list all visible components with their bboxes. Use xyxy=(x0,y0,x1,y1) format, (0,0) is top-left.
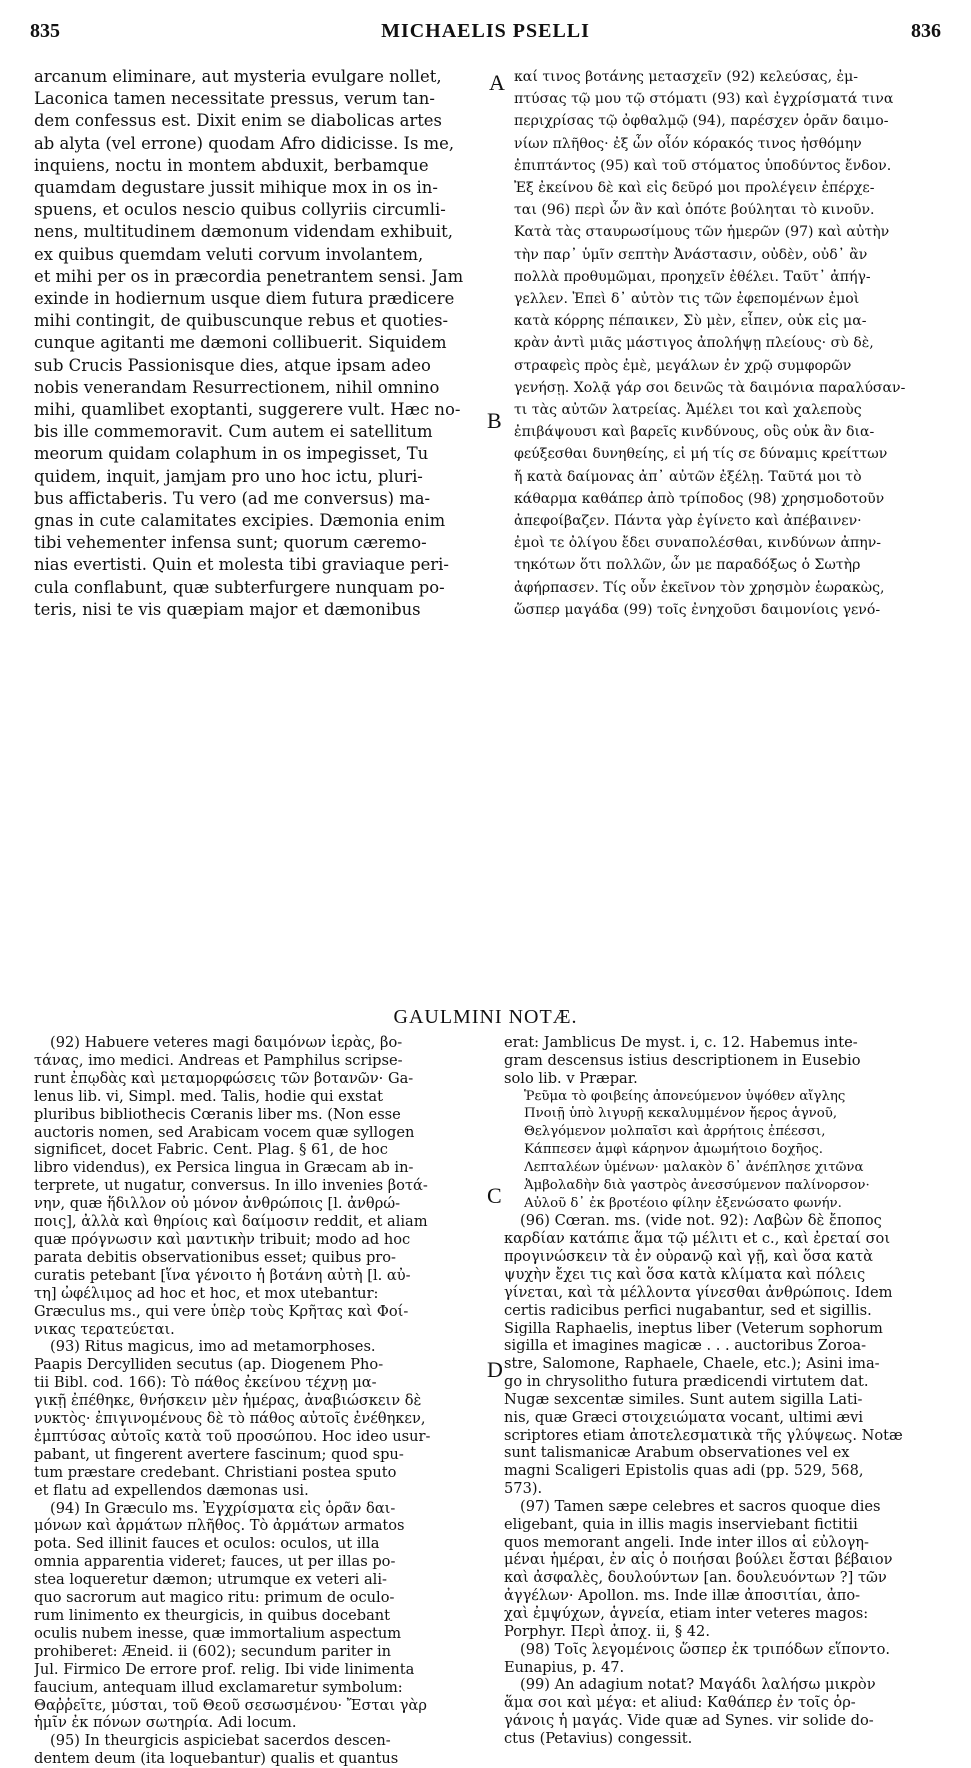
text-line: stea loqueretur dæmon; utrumque ex veteri ali- xyxy=(34,1571,387,1589)
text-line: Πνοιῇ ὑπὸ λιγυρῇ κεκαλυμμένον ἤερος ἁγνοῦ, xyxy=(524,1106,838,1122)
text-line: pluribus bibliothecis Cœranis liber ms. (Non esse xyxy=(34,1105,401,1123)
text-line: nias evertisti. Quin et molesta tibi graviaque peri- xyxy=(34,555,449,575)
text-line: quidem, inquit, jamjam pro uno hoc ictu, pluri- xyxy=(34,466,423,486)
margin-letter-b: B xyxy=(487,408,502,433)
text-line: auctoris nomen, sed Arabicam vocem quæ syllogen xyxy=(34,1123,415,1141)
page-number-left: 835 xyxy=(30,20,60,42)
text-line: bis ille commemoravit. Cum autem ei satellitum xyxy=(34,422,433,442)
text-line: ται (96) περὶ ὧν ἂν καὶ ὁπότε βούληται τὸ κινοῦν. xyxy=(514,202,875,219)
text-line: γάνοις ἡ μαγάς. Vide quæ ad Synes. vir solide do- xyxy=(504,1712,874,1730)
text-line: go in chrysolitho futura prædicendi virtutem dat. xyxy=(504,1373,869,1391)
notes-right-column xyxy=(504,1034,949,1748)
text-line: γελλεν. Ἐπεὶ δ᾽ αὐτὸν τις τῶν ἐφεπομένων ἐμοὶ xyxy=(514,291,860,308)
text-line: Nugæ sexcentæ similes. Sunt autem sigilla Lati- xyxy=(504,1390,863,1408)
margin-letter-d: D xyxy=(487,1357,503,1382)
text-line: tibi vehementer infensa sunt; quorum cæremo- xyxy=(34,533,427,553)
running-header xyxy=(30,20,941,48)
text-line: ποις], ἀλλὰ καὶ θηρίοις καὶ δαίμοσιν reddit, et aliam xyxy=(34,1213,428,1231)
text-line: τηκότων ὅτι πολλῶν, ὧν με παραδόξως ὁ Σωτὴρ xyxy=(514,557,861,574)
text-line: καί τινος βοτάνης μετασχεῖν (92) κελεύσας, ἐμ- xyxy=(514,69,859,85)
text-line: περιχρίσας τῷ ὀφθαλμῷ (94), παρέσχεν ὁρᾶν δαιμο- xyxy=(514,113,889,130)
text-line: ἡμῖν ἐκ πόνων σωτηρία. Adi locum. xyxy=(34,1714,297,1732)
text-line: prohiberet: Æneid. ii (602); secundum pariter in xyxy=(34,1642,392,1660)
text-line: (92) Habuere veteres magi δαιμόνων ἱερὰς, βο- xyxy=(50,1034,403,1051)
text-line: κάθαρμα καθάπερ ἀπὸ τρίποδος (98) χρησμοδοτοῦν xyxy=(514,490,885,507)
text-line: mihi, quamlibet exoptanti, suggerere vult. Hæc no- xyxy=(34,400,461,420)
text-line: sigilla et imagines magicæ . . . auctoribus Zoroa- xyxy=(504,1337,867,1355)
text-line: sub Crucis Passionisque dies, atque ipsam adeo xyxy=(34,355,431,375)
text-line: runt ἐπῳδὰς καὶ μεταμορφώσεις τῶν βοτανῶν· Ga- xyxy=(34,1069,414,1087)
text-line: sunt talismanicæ Arabum observationes vel ex xyxy=(504,1444,850,1462)
text-line: dem confessus est. Dixit enim se diabolicas artes xyxy=(34,111,442,131)
text-line: quo sacrorum aut magico ritu: primum de oculo- xyxy=(34,1589,395,1607)
text-line: (97) Tamen sæpe celebres et sacros quoque dies xyxy=(520,1497,881,1515)
text-line: scriptores etiam ἀποτελεσματικὰ τῆς γλύψεως. Notæ xyxy=(504,1426,903,1444)
text-line: Sigilla Raphaelis, ineptus liber (Veterum sophorum xyxy=(504,1319,883,1337)
margin-letter-a: A xyxy=(489,70,505,95)
text-line: Λεπταλέων ὑμένων· μαλακὸν δ᾽ ἀνέπλησε χιτῶνα xyxy=(524,1159,864,1175)
text-line: προγινώσκειν τὰ ἐν οὐρανῷ καὶ γῇ, καὶ ὅσα κατὰ xyxy=(504,1248,874,1266)
text-line: καρδίαν κατάπιε ἅμα τῷ μέλιτι et c., καὶ ἐρεταί σοι xyxy=(504,1230,891,1248)
text-line: ab alyta (vel errone) quodam Afro didicisse. Is me, xyxy=(34,133,455,153)
text-line: tii Bibl. cod. 166): Τὸ πάθος ἐκείνου τέχνῃ μα- xyxy=(34,1374,377,1392)
text-line: γικῇ ἐπέθηκε, θνήσκειν μὲν ἡμέρας, ἀναβιώσκειν δὲ xyxy=(34,1392,422,1410)
text-line: χαὶ ἐμψύχων, ἁγνεία, etiam inter veteres magos: xyxy=(504,1605,869,1622)
text-line: πολλὰ προθυμῶμαι, προηχεῖν ἐθέλει. Ταῦτ᾽ ἀπήγ- xyxy=(514,268,871,285)
text-line: Αὐλοῦ δ᾽ ἐκ βροτέοιο φίλην ἐξενώσατο φωνήν. xyxy=(524,1195,842,1211)
text-line: τι τὰς αὐτῶν λατρείας. Ἀμέλει τοι καὶ χαλεποὺς xyxy=(514,402,862,419)
text-line: φεύξεσθαι δυνηθείης, εἰ μή τίς σε δύναμις κρείττων xyxy=(514,446,888,463)
text-line: gnas in cute calamitates excipies. Dæmonia enim xyxy=(34,511,446,531)
text-line: ψυχὴν ἔχει τις καὶ ὅσα κατὰ κλίματα καὶ πόλεις xyxy=(504,1265,866,1283)
text-line: γενήσῃ. Χολᾷ γάρ σοι δεινῶς τὰ δαιμόνια παραλύσαν- xyxy=(514,379,906,396)
text-line: Ἀμβολαδὴν διὰ γαστρὸς ἀνεσσύμενον παλίνορσον· xyxy=(524,1177,870,1193)
text-line: spuens, et oculos nescio quibus collyriis circumli- xyxy=(34,200,446,220)
text-line: pota. Sed illinit fauces et oculos: oculos, ut illa xyxy=(34,1535,380,1553)
text-line: significet, docet Fabric. Cent. Plag. § 61, de hoc xyxy=(34,1141,388,1159)
text-line: magni Scaligeri Epistolis quas adi (pp. 529, 568, xyxy=(504,1462,864,1480)
text-line: γίνεται, καὶ τὰ μέλλοντα γίνεσθαι ἀνθρώποις. Idem xyxy=(504,1283,893,1301)
text-line: tum præstare credebant. Christiani postea sputo xyxy=(34,1463,397,1481)
text-line: faucium, antequam illud exclamaretur symbolum: xyxy=(34,1678,403,1696)
text-line: quos memorant angeli. Inde inter illos αἱ εὐλογη- xyxy=(504,1533,869,1551)
text-line: omnia apparentia videret; fauces, ut per illas po- xyxy=(34,1553,396,1571)
text-line: πτύσας τῷ μου τῷ στόματι (93) καὶ ἐγχρίσματά τινα xyxy=(514,91,894,108)
running-title: MICHAELIS PSELLI xyxy=(381,20,590,42)
notes-right-verse xyxy=(504,1088,949,1213)
text-line: νυκτὸς· ἐπιγινομένους δὲ τὸ πάθος αὐτοῖς ἐνέθηκεν, xyxy=(34,1410,426,1428)
text-line: νικας τερατεύεται. xyxy=(34,1320,175,1338)
text-line: ἀπεφοίβαζεν. Πάντα γὰρ ἐγίνετο καὶ ἀπέβαινεν· xyxy=(514,513,862,530)
text-line: Κατὰ τὰς σταυρωσίμους τῶν ἡμερῶν (97) καὶ αὐτὴν xyxy=(514,224,890,241)
text-line: nens, multitudinem dæmonum videndam exhibuit, xyxy=(34,222,453,242)
text-line: cula conflabunt, quæ subterfurgere nunquam po- xyxy=(34,577,445,597)
text-line: Græculus ms., qui vere ὑπὲρ τοὺς Κρῆτας καὶ Φοί- xyxy=(34,1302,409,1320)
notes-right-intro xyxy=(504,1034,949,1088)
margin-letter-c: C xyxy=(487,1183,502,1208)
text-line: libro videndus), ex Persica lingua in Græcam ab in- xyxy=(34,1159,414,1177)
text-line: Paapis Dercylliden secutus (ap. Diogenem Pho- xyxy=(34,1356,384,1374)
text-line: ἐπιβάψουσι καὶ βαρεῖς κινδύνους, οὓς οὐκ ἂν δια- xyxy=(514,424,875,441)
text-line: quæ πρόγνωσιν καὶ μαντικὴν tribuit; modo ad hoc xyxy=(34,1230,411,1248)
text-line: rum linimento ex theurgicis, in quibus docebant xyxy=(34,1607,391,1624)
text-line: Ἐξ ἐκείνου δὲ καὶ εἰς δεῦρό μοι προλέγειν ἐπέρχε- xyxy=(514,180,875,197)
text-line: Θαῤῥεῖτε, μύσται, τοῦ Θεοῦ σεσωσμένου· Ἔσται γὰρ xyxy=(34,1696,427,1714)
text-line: κρὰν ἀντὶ μιᾶς μάστιγος ἀπολήψῃ πλείους· σὺ δὲ, xyxy=(514,335,874,352)
text-line: quamdam degustare jussit mihique mox in os in- xyxy=(34,178,438,198)
text-line: cunque agitanti me dæmoni collibuerit. Siquidem xyxy=(34,333,447,353)
text-line: τὴν παρ᾽ ὑμῖν σεπτὴν Ἀνάστασιν, οὐδὲν, οὐδ᾽ ἂν xyxy=(514,246,868,263)
text-line: mihi contingit, de quibuscunque rebus et quoties- xyxy=(34,311,449,331)
text-line: μέναι ἡμέραι, ἐν αἷς ὁ ποιήσαι βούλει ἔσται βέβαιον xyxy=(504,1551,893,1569)
text-line: arcanum eliminare, aut mysteria evulgare nollet, xyxy=(34,67,442,86)
text-line: stre, Salomone, Raphaele, Chaele, etc.); Asini ima- xyxy=(504,1355,880,1373)
text-line: oculis nubem inesse, quæ immortalium aspectum xyxy=(34,1624,402,1642)
text-line: Jul. Firmico De errore prof. relig. Ibi vide linimenta xyxy=(34,1660,415,1678)
text-line: κατὰ κόρρης πέπαικεν, Σὺ μὲν, εἶπεν, οὐκ εἰς μα- xyxy=(514,313,867,330)
text-line: solo lib. v Præpar. xyxy=(504,1069,638,1087)
page-number-right: 836 xyxy=(911,20,941,42)
text-line: curatis petebant [ἵνα γένοιτο ἡ βοτάνη αὐτὴ [l. αὐ- xyxy=(34,1266,411,1284)
notes-right-body xyxy=(504,1212,949,1747)
text-line: Porphyr. Περὶ ἀποχ. ii, § 42. xyxy=(504,1622,710,1640)
text-line: lenus lib. vi, Simpl. med. Talis, hodie qui exstat xyxy=(34,1087,383,1105)
text-line: Laconica tamen necessitate pressus, verum tan- xyxy=(34,89,435,109)
text-line: ctus (Petavius) congessit. xyxy=(504,1729,693,1747)
text-line: (93) Ritus magicus, imo ad metamorphoses. xyxy=(50,1338,376,1356)
notes-heading: GAULMINI NOTÆ. xyxy=(393,1006,578,1028)
text-line: νην, quæ ἥδιλλον οὐ μόνον ἀνθρώποις [l. ἀνθρώ- xyxy=(34,1195,401,1213)
text-line: στραφεὶς πρὸς ἐμὲ, μεγάλων ἐν χρῷ συμφορῶν xyxy=(514,357,852,374)
text-line: nobis venerandam Resurrectionem, nihil omnino xyxy=(34,377,440,397)
text-line: (99) An adagium notat? Μαγάδι λαλήσω μικρὸν xyxy=(520,1676,876,1694)
text-line: parata debitis observationibus esset; quibus pro- xyxy=(34,1248,396,1266)
text-line: ἤ κατὰ δαίμονας ἀπ᾽ αὐτῶν ἐξέλῃ. Ταῦτά μοι τὸ xyxy=(514,468,862,485)
text-line: μόνων καὶ ἀρμάτων πλῆθος. Τὸ ἀρμάτων armatos xyxy=(34,1517,405,1535)
text-line: Eunapius, p. 47. xyxy=(504,1658,625,1676)
text-line: dentem deum (ita loquebantur) qualis et quantus xyxy=(34,1750,399,1768)
text-line: et mihi per os in præcordia penetrantem sensi. Jam xyxy=(34,266,464,286)
text-line: νίων πλῆθος· ἐξ ὧν οἷόν κόρακός τινος ἠσθόμην xyxy=(514,135,862,152)
text-line: (98) Τοῖς λεγομένοις ὥσπερ ἐκ τριπόδων εἵποντο. xyxy=(520,1640,891,1658)
text-line: ἀγγέλων· Apollon. ms. Inde illæ ἀποσιτίαι, ἀπο- xyxy=(504,1587,861,1605)
notes-left-column xyxy=(34,1034,485,1768)
text-line: erat: Jamblicus De myst. i, c. 12. Habemus inte- xyxy=(504,1034,858,1051)
text-line: ἐπιπτάντος (95) καὶ τοῦ στόματος ὑποδύντος ἔνδον. xyxy=(514,157,892,174)
text-line: ἅμα σοι καὶ μέγα: et aliud: Καθάπερ ἐν τοῖς ὀρ- xyxy=(504,1694,856,1712)
text-line: ἐμοὶ τε ὀλίγου ἔδει συναπολέσθαι, κινδύνων ἀπην- xyxy=(514,535,882,552)
text-line: inquiens, noctu in montem abduxit, berbamque xyxy=(34,155,429,175)
latin-translation-column xyxy=(34,66,485,621)
text-line: pabant, ut fingerent avertere fascinum; quod spu- xyxy=(34,1445,404,1463)
text-line: ἀφήρπασεν. Τίς οὖν ἐκεῖνον τὸν χρησμὸν ἑωρακὼς, xyxy=(514,579,885,596)
text-line: terprete, ut nugatur, conversus. In illo invenies βοτά- xyxy=(34,1177,428,1195)
text-line: (95) In theurgicis aspiciebat sacerdos descen- xyxy=(50,1732,391,1750)
text-line: ex quibus quemdam veluti corvum involantem, xyxy=(34,244,424,264)
text-line: καὶ ἀσφαλὲς, δουλούντων [an. δουλευόντων ?] τῶν xyxy=(504,1569,887,1587)
text-line: (96) Cœran. ms. (vide not. 92): Λαβὼν δὲ ἔποπος xyxy=(520,1212,882,1230)
text-line: 573). xyxy=(504,1480,543,1498)
text-line: eligebant, quia in illis magis inserviebant fictitii xyxy=(504,1515,858,1533)
text-line: ἐμπτύσας αὐτοῖς κατὰ τοῦ προσώπου. Hoc ideo usur- xyxy=(34,1427,431,1445)
text-line: ὥσπερ μαγάδα (99) τοῖς ἐνηχοῦσι δαιμονίοις γενό- xyxy=(514,601,881,618)
text-line: gram descensus istius descriptionem in Eusebio xyxy=(504,1051,861,1069)
text-line: teris, nisi te vis quæpiam major et dæmonibus xyxy=(34,599,421,619)
text-line: nis, quæ Græci στοιχειώματα vocant, ultimi ævi xyxy=(504,1408,864,1426)
text-line: Θελγόμενον μολπαῖσι καὶ ἀρρήτοις ἐπέεσσι, xyxy=(524,1124,826,1140)
greek-text-column xyxy=(514,66,944,621)
text-line: meorum quidam colaphum in os impegisset, Tu xyxy=(34,444,429,464)
text-line: τη] ὠφέλιμος ad hoc et hoc, et mox utebantur: xyxy=(34,1284,379,1302)
text-line: Ῥεῦμα τὸ φοιβείης ἀπονεύμενον ὑψόθεν αἴγλης xyxy=(524,1088,846,1104)
text-line: Κάππεσεν ἀμφὶ κάρηνον ἀμωμήτοιο δοχῆος. xyxy=(524,1142,823,1158)
text-line: τάνας, imo medici. Andreas et Pamphilus scripse- xyxy=(34,1051,403,1069)
text-line: certis radicibus perfici nugabantur, sed et sigillis. xyxy=(504,1301,872,1319)
text-line: bus affictaberis. Tu vero (ad me conversus) ma- xyxy=(34,488,431,508)
text-line: exinde in hodiernum usque diem futura prædicere xyxy=(34,289,455,309)
text-line: et flatu ad expellendos dæmonas usi. xyxy=(34,1481,309,1499)
text-line: (94) In Græculo ms. Ἐγχρίσματα εἰς ὁρᾶν δαι- xyxy=(50,1499,396,1517)
